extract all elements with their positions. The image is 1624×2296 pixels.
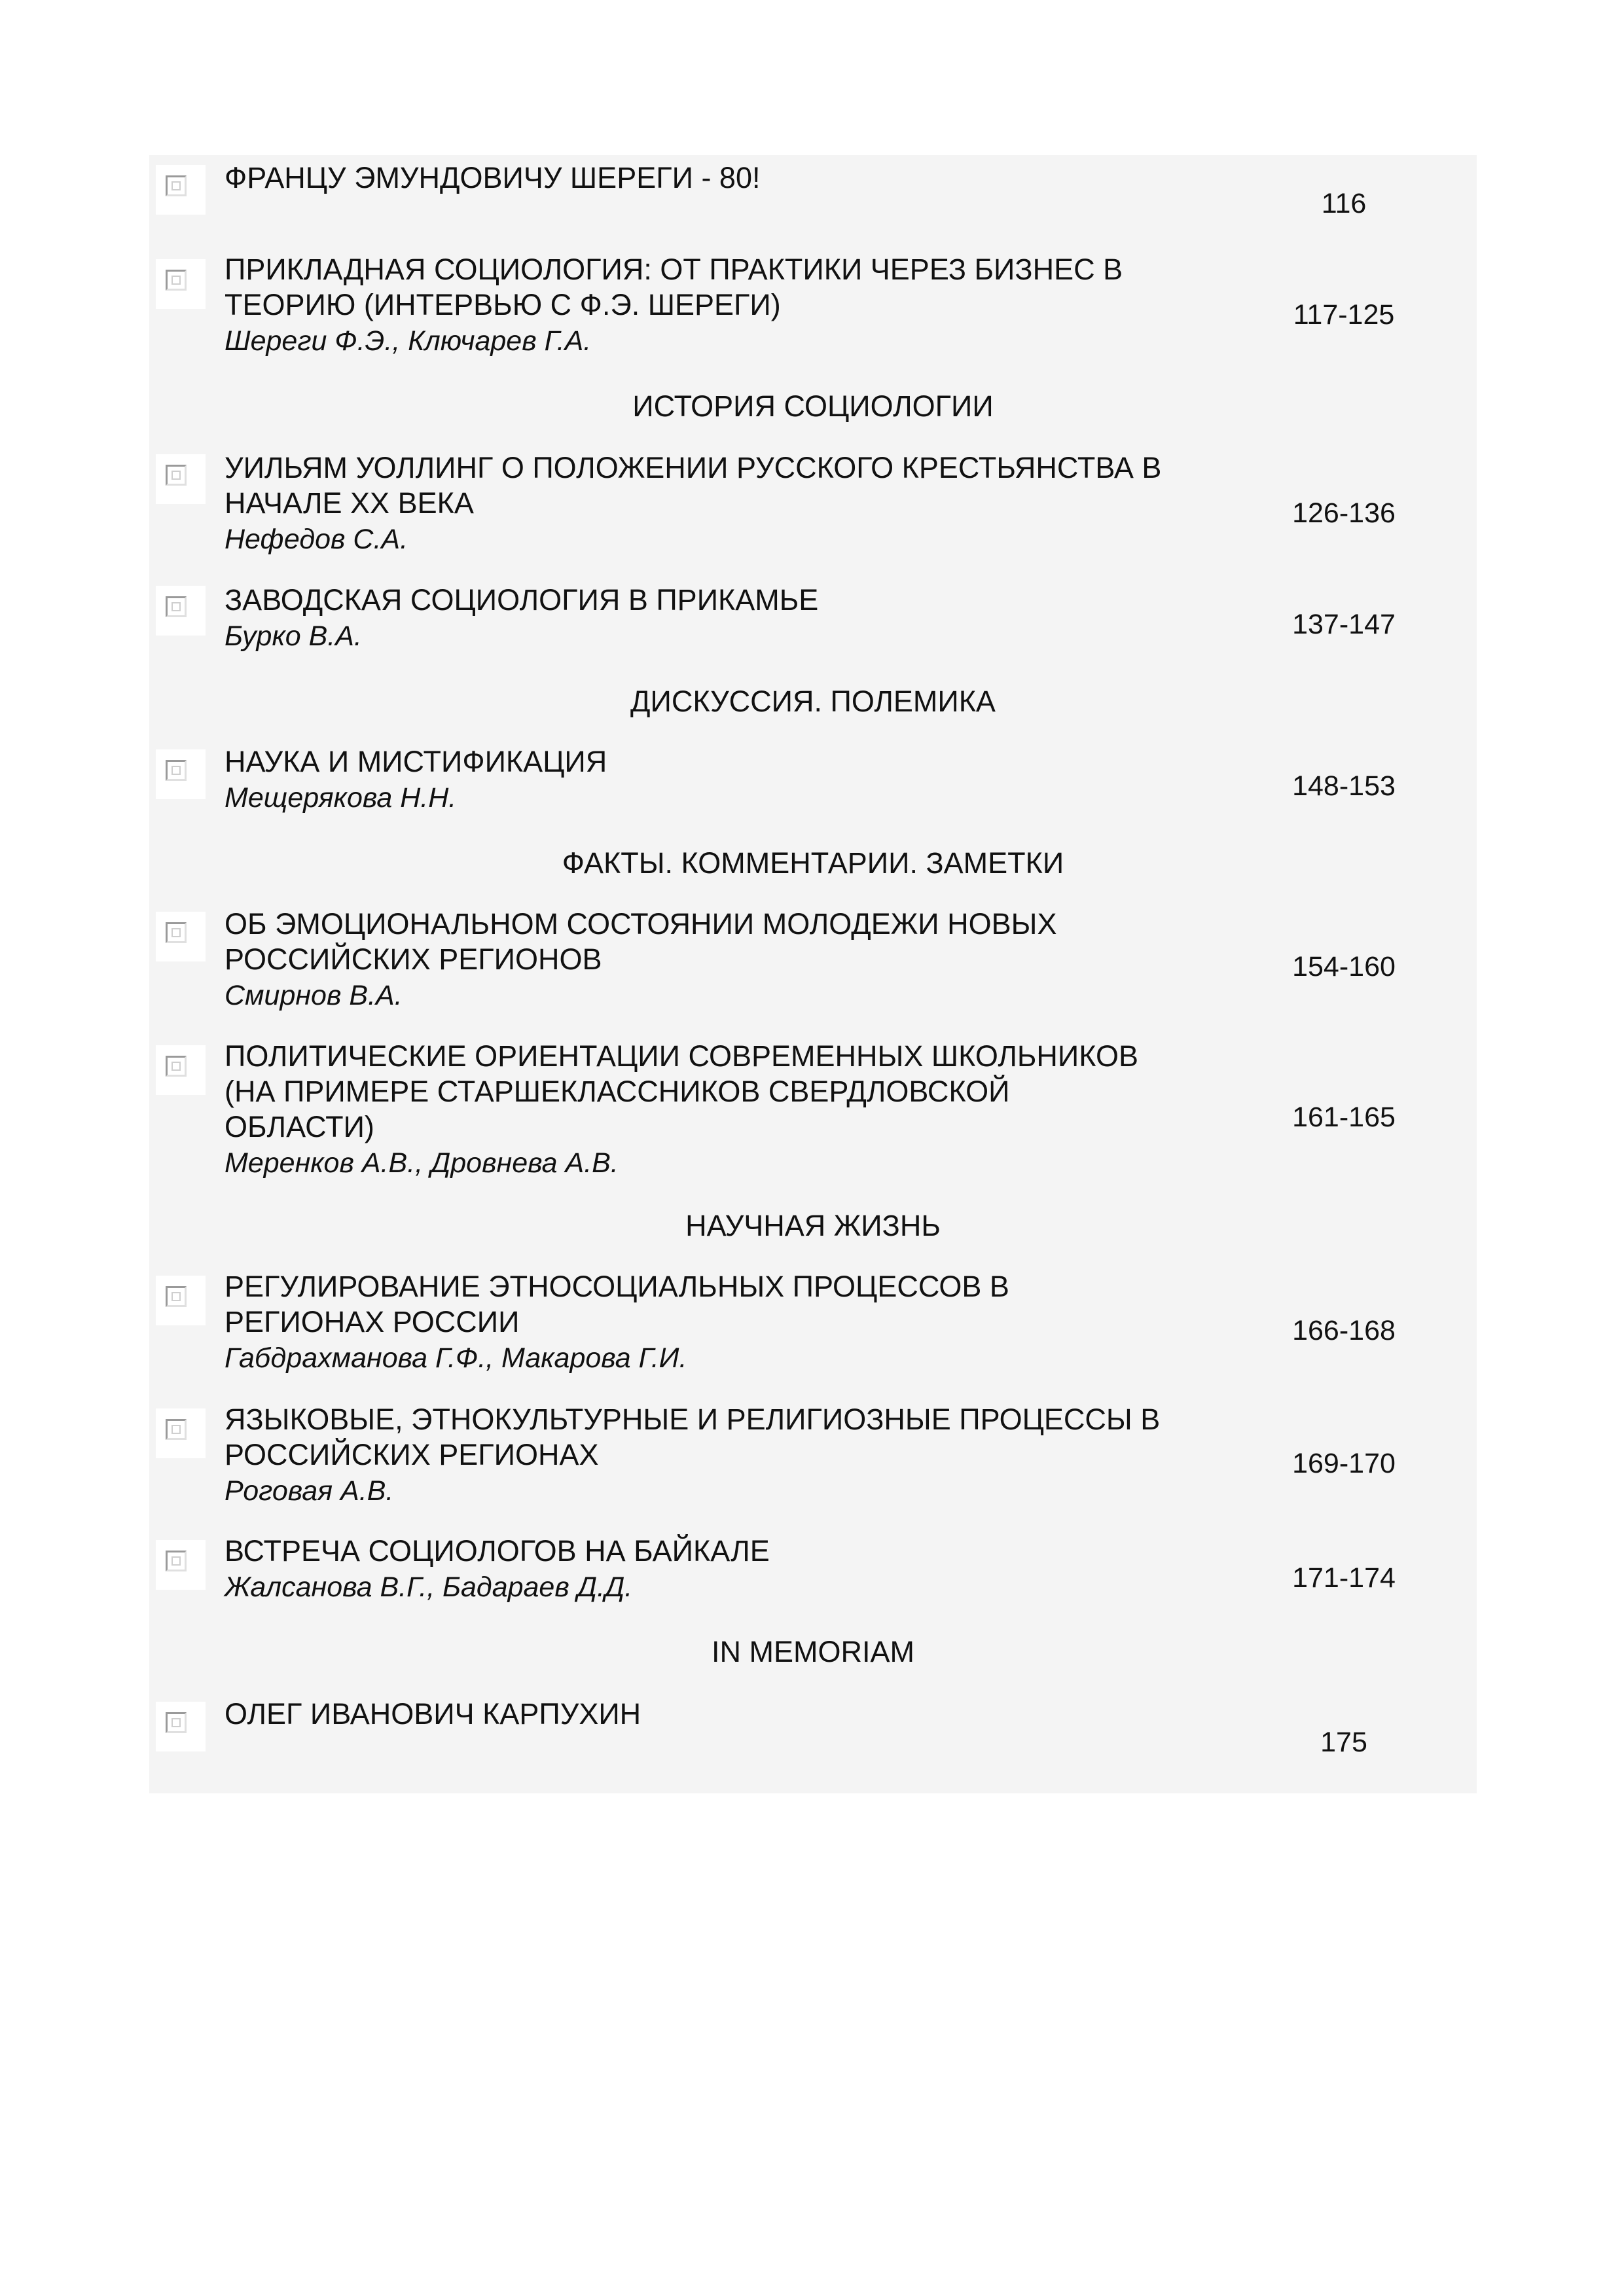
- entry-title-line[interactable]: ОБ ЭМОЦИОНАЛЬНОМ СОСТОЯНИИ МОЛОДЕЖИ НОВЫХ: [225, 907, 1057, 941]
- entry-title-line[interactable]: ОЛЕГ ИВАНОВИЧ КАРПУХИН: [225, 1697, 641, 1731]
- entry-pages: 117-125: [1293, 299, 1395, 331]
- entry-title-line[interactable]: ПОЛИТИЧЕСКИЕ ОРИЕНТАЦИИ СОВРЕМЕННЫХ ШКОЛЬНИКОВ: [225, 1039, 1138, 1073]
- entry-pages: 166-168: [1292, 1315, 1396, 1346]
- checkbox-icon: [166, 1551, 187, 1571]
- checkbox-icon: [166, 270, 187, 291]
- entry-author: Мещерякова Н.Н.: [225, 782, 457, 814]
- entry-title-line[interactable]: ТЕОРИЮ (ИНТЕРВЬЮ С Ф.Э. ШЕРЕГИ): [225, 288, 781, 321]
- entry-pages: 137-147: [1292, 609, 1396, 640]
- checkbox-icon: [166, 1056, 187, 1077]
- entry-pages: 175: [1320, 1727, 1367, 1758]
- entry-author: Габдрахманова Г.Ф., Макарова Г.И.: [225, 1342, 687, 1374]
- entry-author: Роговая А.В.: [225, 1475, 394, 1507]
- entry-title-line[interactable]: ЗАВОДСКАЯ СОЦИОЛОГИЯ В ПРИКАМЬЕ: [225, 583, 819, 617]
- checkbox-icon: [166, 1712, 187, 1733]
- entry-checkbox[interactable]: [156, 259, 206, 309]
- entry-title-line[interactable]: (НА ПРИМЕРЕ СТАРШЕКЛАССНИКОВ СВЕРДЛОВСКОЙ: [225, 1075, 1010, 1108]
- entry-pages: 154-160: [1292, 951, 1396, 982]
- checkbox-icon: [166, 465, 187, 486]
- entry-checkbox[interactable]: [156, 1408, 206, 1458]
- entry-author: Шереги Ф.Э., Ключарев Г.А.: [225, 325, 592, 357]
- entry-title-line[interactable]: НАЧАЛЕ XX ВЕКА: [225, 486, 474, 520]
- entry-author: Бурко В.А.: [225, 620, 362, 652]
- entry-title-line[interactable]: ФРАНЦУ ЭМУНДОВИЧУ ШЕРЕГИ - 80!: [225, 161, 761, 194]
- entry-pages: 171-174: [1292, 1562, 1396, 1594]
- entry-checkbox[interactable]: [156, 586, 206, 636]
- checkbox-icon: [166, 1419, 187, 1440]
- checkbox-icon: [166, 1286, 187, 1307]
- entry-checkbox[interactable]: [156, 912, 206, 961]
- section-heading: ДИСКУССИЯ. ПОЛЕМИКА: [630, 685, 996, 718]
- entry-checkbox[interactable]: [156, 749, 206, 799]
- entry-title-line[interactable]: РЕГУЛИРОВАНИЕ ЭТНОСОЦИАЛЬНЫХ ПРОЦЕССОВ В: [225, 1270, 1009, 1303]
- checkbox-icon: [166, 596, 187, 617]
- entry-pages: 148-153: [1292, 770, 1396, 802]
- entry-title-line[interactable]: РЕГИОНАХ РОССИИ: [225, 1305, 520, 1338]
- entry-title-line[interactable]: НАУКА И МИСТИФИКАЦИЯ: [225, 745, 607, 778]
- entry-checkbox[interactable]: [156, 454, 206, 504]
- entry-checkbox[interactable]: [156, 1276, 206, 1325]
- entry-pages: 116: [1321, 188, 1367, 219]
- entry-author: Жалсанова В.Г., Бадараев Д.Д.: [225, 1571, 633, 1603]
- entry-title-line[interactable]: ВСТРЕЧА СОЦИОЛОГОВ НА БАЙКАЛЕ: [225, 1534, 770, 1568]
- entry-pages: 161-165: [1292, 1102, 1396, 1133]
- section-heading: ИСТОРИЯ СОЦИОЛОГИИ: [632, 389, 994, 423]
- entry-author: Меренков А.В., Дровнева А.В.: [225, 1147, 619, 1179]
- entry-title-line[interactable]: РОССИЙСКИХ РЕГИОНОВ: [225, 942, 602, 976]
- entry-checkbox[interactable]: [156, 1702, 206, 1751]
- checkbox-icon: [166, 922, 187, 943]
- entry-title-line[interactable]: РОССИЙСКИХ РЕГИОНАХ: [225, 1438, 599, 1471]
- checkbox-icon: [166, 175, 187, 196]
- section-heading: НАУЧНАЯ ЖИЗНЬ: [685, 1209, 941, 1242]
- entry-title-line[interactable]: ЯЗЫКОВЫЕ, ЭТНОКУЛЬТУРНЫЕ И РЕЛИГИОЗНЫЕ ПРОЦЕССЫ В: [225, 1403, 1161, 1436]
- section-heading: IN MEMORIAM: [712, 1635, 914, 1668]
- entry-pages: 169-170: [1292, 1448, 1396, 1479]
- checkbox-icon: [166, 760, 187, 781]
- entry-checkbox[interactable]: [156, 165, 206, 215]
- entry-title-line[interactable]: ОБЛАСТИ): [225, 1110, 374, 1143]
- entry-pages: 126-136: [1292, 497, 1396, 529]
- entry-author: Смирнов В.А.: [225, 980, 403, 1011]
- entry-title-line[interactable]: УИЛЬЯМ УОЛЛИНГ О ПОЛОЖЕНИИ РУССКОГО КРЕСТЬЯНСТВА В: [225, 451, 1162, 484]
- entry-checkbox[interactable]: [156, 1540, 206, 1590]
- section-heading: ФАКТЫ. КОММЕНТАРИИ. ЗАМЕТКИ: [562, 846, 1064, 880]
- entry-title-line[interactable]: ПРИКЛАДНАЯ СОЦИОЛОГИЯ: ОТ ПРАКТИКИ ЧЕРЕЗ БИЗНЕС В: [225, 253, 1123, 286]
- table-of-contents: [149, 155, 1477, 1793]
- entry-checkbox[interactable]: [156, 1045, 206, 1095]
- entry-author: Нефедов С.А.: [225, 524, 408, 555]
